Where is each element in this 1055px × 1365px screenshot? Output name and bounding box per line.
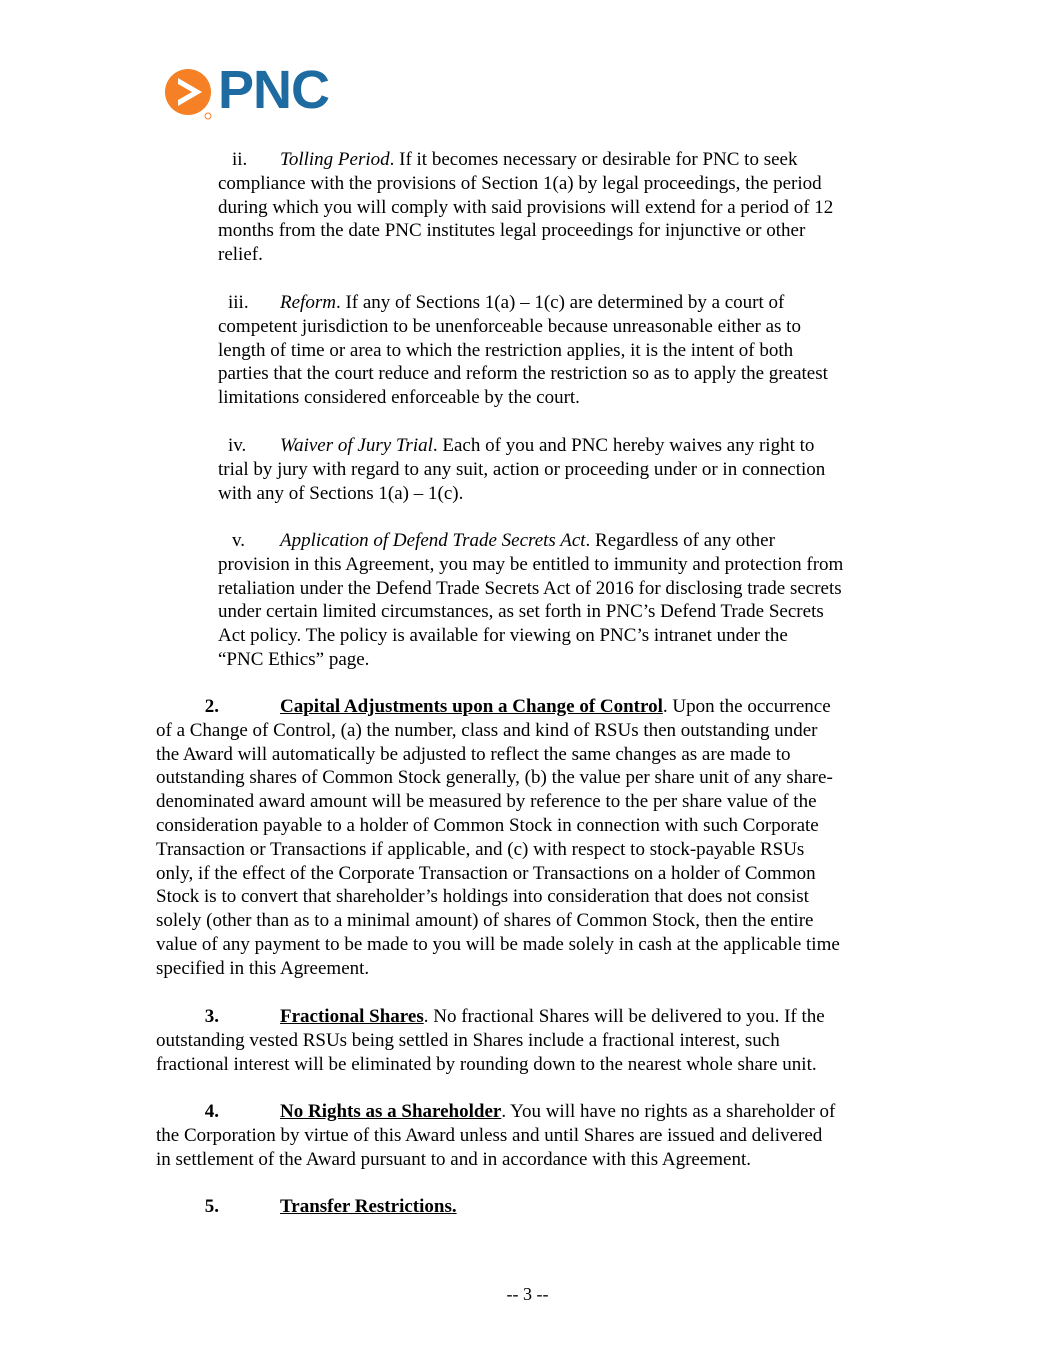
text-line: of a Change of Control, (a) the number, class and kind of RSUs then outstanding under	[156, 719, 818, 741]
subsection-iv	[218, 434, 918, 505]
text-line: . Regardless of any other	[585, 530, 775, 551]
subsection-ii	[218, 148, 918, 267]
text-line: the Corporation by virtue of this Award unless and until Shares are issued and delivered	[156, 1124, 823, 1146]
text-line: length of time or area to which the restriction applies, it is the intent of both	[218, 339, 794, 361]
text-line: . Upon the occurrence	[662, 696, 831, 717]
subsection-number: iii.	[228, 292, 249, 313]
section-number: 4.	[204, 1101, 219, 1122]
pnc-logo	[164, 60, 344, 120]
subsection-title: Reform	[280, 292, 336, 313]
text-line: Act policy. The policy is available for viewing on PNC’s intranet under the	[218, 625, 788, 647]
text-line: . You will have no rights as a shareholder of	[501, 1101, 836, 1122]
section-heading: Fractional Shares	[280, 1006, 424, 1027]
section-4	[156, 1100, 916, 1171]
subsection-title: Waiver of Jury Trial	[280, 435, 433, 456]
text-line: during which you will comply with said provisions will extend for a period of 12	[218, 196, 834, 218]
section-number: 2.	[204, 696, 219, 717]
text-line: . If any of Sections 1(a) – 1(c) are determined by a court of	[335, 292, 785, 313]
subsection-number: ii.	[232, 149, 248, 170]
subsection-title: Application of Defend Trade Secrets Act	[280, 530, 586, 551]
text-line: .	[451, 1196, 457, 1217]
section-number: 5.	[204, 1196, 219, 1217]
text-line: compliance with the provisions of Section 1(a) by legal proceedings, the period	[218, 172, 822, 194]
section-2	[156, 695, 916, 981]
page-number: -- 3 --	[506, 1284, 549, 1304]
text-line: . No fractional Shares will be delivered to you. If the	[423, 1006, 825, 1027]
section-heading: No Rights as a Shareholder	[280, 1101, 502, 1122]
section-3	[156, 1005, 916, 1076]
text-line: outstanding shares of Common Stock generally, (b) the value per share unit of any share-	[156, 767, 833, 789]
text-line: with any of Sections 1(a) – 1(c).	[218, 482, 464, 504]
text-line: consideration payable to a holder of Common Stock in connection with such Corporate	[156, 814, 819, 836]
text-line: under certain limited circumstances, as set forth in PNC’s Defend Trade Secrets	[218, 601, 824, 623]
section-heading: Capital Adjustments upon a Change of Control	[280, 696, 663, 717]
text-line: relief.	[218, 244, 263, 266]
text-line: in settlement of the Award pursuant to and in accordance with this Agreement.	[156, 1148, 752, 1170]
subsection-iii	[218, 291, 918, 410]
section-heading: Transfer Restrictions	[280, 1196, 452, 1217]
text-line: fractional interest will be eliminated by rounding down to the nearest whole share unit.	[156, 1053, 817, 1075]
text-line: . Each of you and PNC hereby waives any right to	[432, 435, 815, 456]
pnc-logo-text: PNC	[218, 60, 330, 120]
text-line: outstanding vested RSUs being settled in Shares include a fractional interest, such	[156, 1029, 780, 1051]
text-line: value of any payment to be made to you will be made solely in cash at the applicable time	[156, 933, 840, 955]
text-line: “PNC Ethics” page.	[218, 648, 370, 670]
text-line: trial by jury with regard to any suit, action or proceeding under or in connection	[218, 458, 826, 480]
subsection-title: Tolling Period	[280, 149, 390, 170]
section-number: 3.	[204, 1006, 219, 1027]
text-line: parties that the court reduce and reform the restriction so as to apply the greatest	[218, 363, 828, 385]
subsection-number: iv.	[228, 435, 247, 456]
text-line: . If it becomes necessary or desirable for PNC to seek	[389, 149, 798, 170]
subsection-number: v.	[232, 530, 246, 551]
text-line: solely (other than as to a minimal amount) of shares of Common Stock, then the entire	[156, 910, 814, 932]
text-line: competent jurisdiction to be unenforceable because unreasonable either as to	[218, 315, 801, 337]
text-line: specified in this Agreement.	[156, 957, 370, 979]
text-line: limitations considered enforceable by the court.	[218, 387, 580, 409]
text-line: only, if the effect of the Corporate Transaction or Transactions on a holder of Common	[156, 862, 816, 884]
section-5	[156, 1195, 916, 1219]
text-line: provision in this Agreement, you may be entitled to immunity and protection from	[218, 553, 844, 575]
text-line: Stock is to convert that shareholder’s holdings into consideration that does not consist	[156, 886, 809, 908]
subsection-v	[218, 529, 918, 672]
text-line: Transaction or Transactions if applicable, and (c) with respect to stock-payable RSUs	[156, 838, 805, 860]
text-line: denominated award amount will be measured by reference to the per share value of the	[156, 791, 817, 813]
pnc-logo-icon	[164, 68, 216, 120]
text-line: the Award will automatically be adjusted to reflect the same changes as are made to	[156, 743, 791, 765]
text-line: retaliation under the Defend Trade Secrets Act of 2016 for disclosing trade secrets	[218, 577, 842, 599]
text-line: months from the date PNC institutes legal proceedings for injunctive or other	[218, 220, 806, 242]
